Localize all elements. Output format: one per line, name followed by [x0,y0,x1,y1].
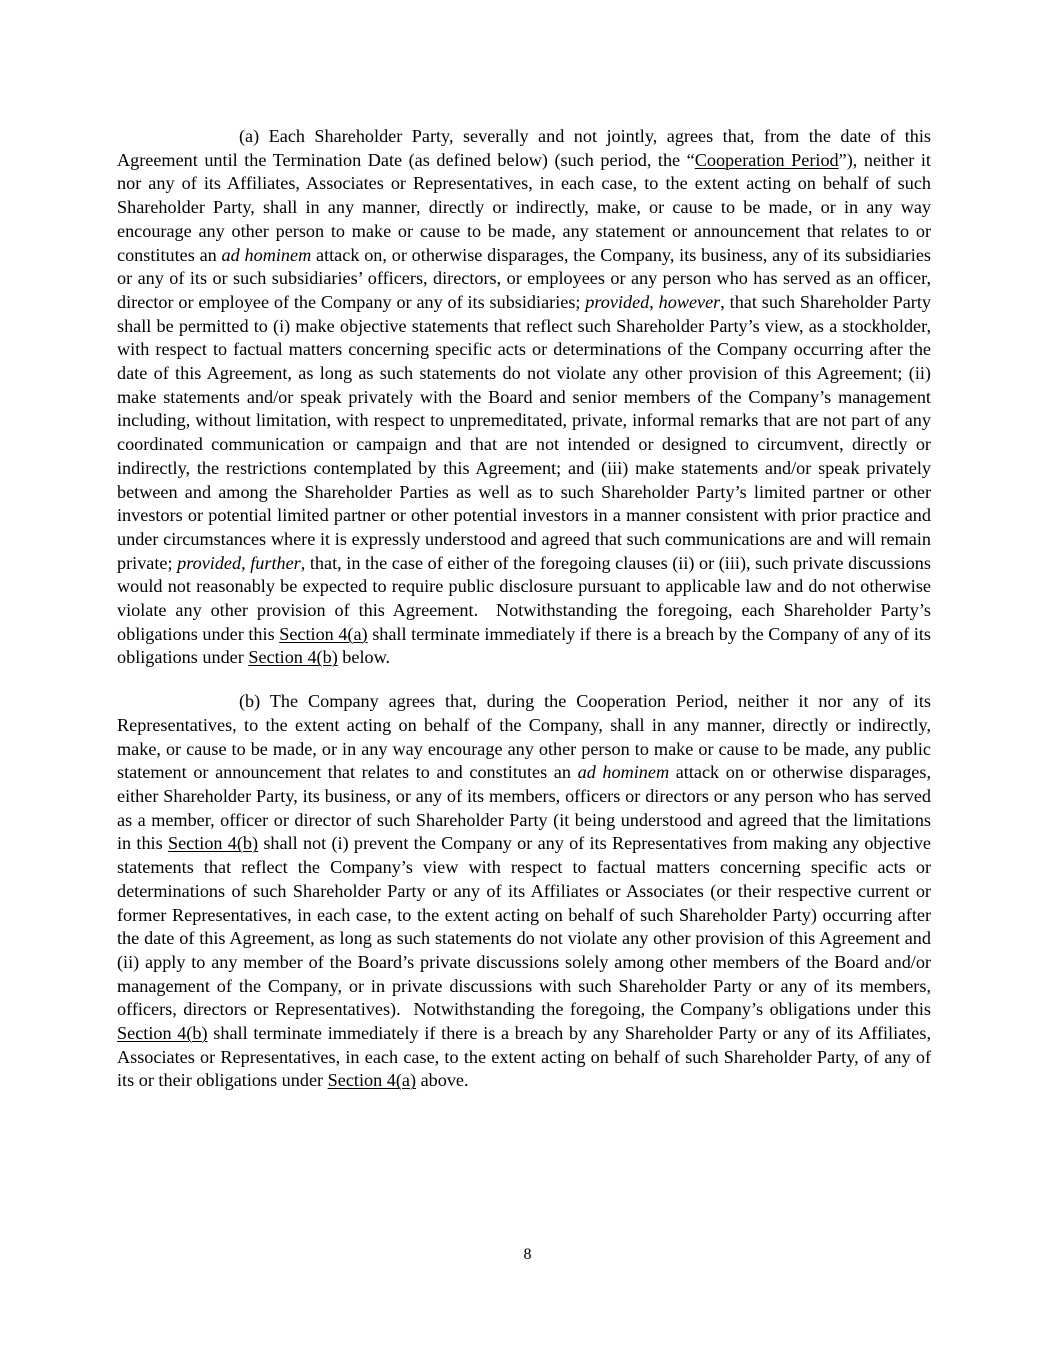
text-run: attack on, or otherwise disparages, the Company, its business, any of its subsidiaries or any of its or such subsidiaries’ officers, directors, or employees or any person who has served as an officer, director or employee of the Company or any of its subsidiaries; [117,244,931,312]
text-run: (b) The Company agrees that, during the Cooperation Period, neither it nor any of its Representatives, to the extent acting on behalf of the Company, shall in any manner, directly or indirectly, make, or cause to be made, or in any way encourage any other person to make or cause to be made, any public statement or announcement that relates to and constitutes an [117,691,931,783]
text-run: ”), neither it nor any of its Affiliates, Associates or Representatives, in each case, to the extent acting on behalf of such Shareholder Party, shall in any manner, directly or indirectly, make, or cause to be made, or in any way encourage any other person to make or cause to be made, any statement or announcement that relates to or constitutes an [117,149,931,265]
document-body [117,125,931,1093]
text-run: (a) Each Shareholder Party, severally and not jointly, agrees that, from the date of this Agreement until the Termination Date (as defined below) (such period, the “ [117,126,931,170]
section-reference: Section 4(b) [117,1023,208,1044]
section-reference: Cooperation Period [694,149,839,170]
section-reference: Section 4(a) [279,623,368,644]
text-run: , [649,291,659,312]
text-run: above. [416,1070,469,1091]
italic-term: however [658,291,721,312]
section-reference: Section 4(a) [327,1070,417,1091]
text-run: , that such Shareholder Party shall be permitted to (i) make objective statements that reflect such Shareholder Party’s view, as a stockholder, with respect to factual matters concerning specific acts or determinations of the Company occurring after the date of this Agreement, as long as such statements do not violate any other provision of this Agreement; (ii) make statements and/or speak privately with the Board and senior members of the Company’s management including, without limitation, with respect to unpremeditated, private, informal remarks that are not part of any coordinated communication or campaign and that are not intended or designed to circumvent, directly or indirectly, the restrictions contemplated by this Agreement; and (iii) make statements and/or speak privately between and among the Shareholder Parties as well as to such Shareholder Party’s limited partner or other investors or potential limited partner or other potential investors in a manner consistent with prior practice and under circumstances where it is expressly understood and agreed that such communications are and will remain private; [117,291,931,573]
italic-term: provided, further [177,552,301,573]
italic-term: ad hominem [221,244,312,265]
text-run: shall not (i) prevent the Company or any of its Representatives from making any objective statements that reflect the Company’s view with respect to factual matters concerning specific acts or determinations of such Shareholder Party or any of its Affiliates or Associates (or their respective current or former Representatives, in each case, to the extent acting on behalf of such Shareholder Party) occurring after the date of this Agreement, as long as such statements do not violate any other provision of this Agreement and (ii) apply to any member of the Board’s private discussions solely among other members of the Board and/or management of the Company, or in private discussions with such Shareholder Party or any of its members, officers, directors or Representatives). Notwithstanding the foregoing, the Company’s obligations under this [117,833,931,1020]
text-run: attack on or otherwise disparages, either Shareholder Party, its business, or any of its members, officers or directors or any person who has served as a member, officer or director of such Shareholder Party (it being understood and agreed that the limitations in this [117,762,931,854]
italic-term: provided [585,291,650,312]
section-reference: Section 4(b) [248,647,338,668]
paragraph-section-4b [117,690,931,1093]
paragraph-section-4a [117,125,931,670]
text-run: shall terminate immediately if there is a breach by the Company of any of its obligations under [117,623,931,668]
page-number: 8 [523,1246,532,1263]
italic-term: ad hominem [577,762,670,783]
section-reference: Section 4(b) [167,833,259,854]
text-run: below. [337,647,391,668]
text-run: shall terminate immediately if there is a breach by any Shareholder Party or any of its Affiliates, Associates or Representatives, in each case, to the extent acting on behalf of such Shareholder Party, of any of its or their obligations under [117,1023,931,1091]
text-run: , that, in the case of either of the foregoing clauses (ii) or (iii), such private discussions would not reasonably be expected to require public disclosure pursuant to applicable law and do not otherwise violate any other provision of this Agreement. Notwithstanding the foregoing, each Shareholder Party’s obligations under this [117,552,931,644]
